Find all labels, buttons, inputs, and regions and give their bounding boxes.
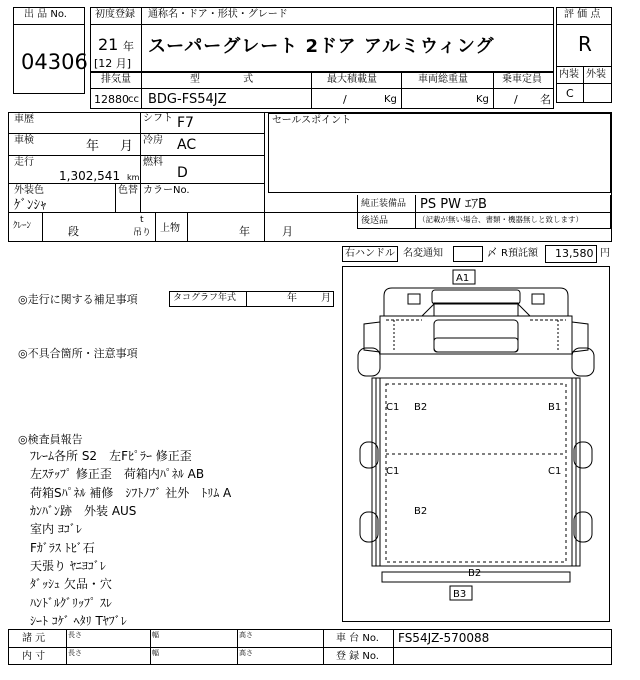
tachograph-month-unit: 月 [321,293,331,304]
interior-width-label: 幅 [152,649,159,657]
diagram-label-c1-left-mid: C1 [386,466,400,477]
model-code: BDG-FS54JZ [148,92,227,107]
report-line: Fｶﾞﾗｽ ﾄﾋﾞ石 [30,541,95,555]
report-line: ﾊﾝﾄﾞﾙｸﾞﾘｯﾌﾟ ｽﾚ [30,596,112,610]
shift-label: シフト [143,113,173,124]
displacement-label: 排気量 [101,74,131,85]
interior-score-label: 内装 [559,69,579,80]
body-label: 上物 [160,223,180,234]
truck-diagram [342,266,610,622]
interior-score: C [566,87,574,100]
interior-dimensions-label: 内 寸 [22,651,46,662]
fuel-value: D [177,165,188,181]
report-line: 室内 ﾖｺﾞﾚ [30,522,82,536]
max-load-slash: / [343,93,347,106]
capacity-label: 乗車定員 [502,74,542,85]
tachograph-year-unit: 年 [287,293,297,304]
grade-label: 通称名・ドア・形状・グレード [148,9,288,20]
dimensions-label: 諸 元 [22,633,46,644]
diagram-label-c1-right-mid: C1 [548,466,562,477]
color-value: ｹﾞﾝｼｬ [14,198,47,213]
lot-number: 04306 [21,50,88,74]
color-label: 外装色 [14,185,44,196]
body-month-unit: 月 [282,225,293,238]
capacity-unit: 名 [540,93,551,106]
registration-month: [12 月] [94,57,132,70]
first-registration-label: 初度登録 [95,9,135,20]
tachograph-label: タコグラフ年式 [173,293,237,303]
report-line: ｼｰﾄ ｺｹﾞ ﾍﾀﾘ Tﾔﾌﾞﾚ [30,614,127,628]
color-code-label: カラーNo. [143,185,190,196]
mileage-label: 走行 [14,157,34,168]
diagram-label-b2-bottom: B2 [468,568,482,579]
capacity-slash: / [514,93,518,106]
interior-length-label: 長さ [68,649,82,657]
mileage-unit: km [127,173,140,182]
report-line: 左ｽﾃｯﾌﾟ 修正歪 荷箱内ﾊﾟﾈﾙ AB [30,467,205,481]
rhd-label: 右ハンドル [345,248,395,259]
score-value: R [578,32,592,56]
r-deposit: 13,580 [555,247,594,260]
score-label: 評 価 点 [564,9,601,20]
aftermarket-label: 後送品 [361,216,389,226]
height-label: 高さ [239,631,253,639]
ac-value: AC [177,137,197,153]
registration-number-label: 登 録 No. [336,651,379,662]
displacement-unit: cc [128,94,139,105]
diagram-label-b3: B3 [453,589,467,600]
ac-label: 冷房 [143,135,163,146]
r-deposit-unit: 円 [600,248,610,259]
exterior-score-label: 外装 [586,69,606,80]
deposit-mark: 〆 [487,248,497,259]
r-deposit-label: R預託額 [501,248,538,259]
defects-heading: ◎不具合箇所・注意事項 [18,347,138,360]
color-change-label: 色替 [118,185,138,196]
inspection-label: 車検 [14,135,34,146]
length-label: 長さ [68,631,82,639]
chassis-number: FS54JZ-570088 [398,631,490,645]
diagram-label-b2-left-low: B2 [414,506,428,517]
travel-notes-heading: ◎走行に関する補足事項 [18,293,138,306]
shift-value: F7 [177,115,194,131]
sales-point-label: セールスポイント [272,115,352,126]
inspection-month-unit: 月 [120,139,134,154]
max-load-unit: Kg [384,94,397,105]
diagram-label-b1-right: B1 [548,402,562,413]
report-line: 天張り ﾔﾆﾖｺﾞﾚ [30,559,106,573]
displacement: 12880 [94,93,129,106]
genuine-equipment: PS PW ｴｱB [420,197,487,212]
inspection-year-unit: 年 [86,139,100,154]
report-line: 荷箱Sﾊﾟﾈﾙ 補修 ｼﾌﾄﾉﾌﾞ 社外 ﾄﾘﾑ A [30,486,232,500]
type-label: 型 式 [190,74,274,85]
model-title: スーパーグレート 2ドア アルミウィング [148,36,495,57]
name-change-box [453,246,483,262]
name-change-label: 名変通知 [403,248,443,259]
crane-label: ｸﾚｰﾝ [13,221,32,231]
max-load-label: 最大積載量 [327,74,377,85]
crane-stage-label: 段 [68,225,79,238]
crane-lift-label: 吊り [133,228,152,238]
mileage-value: 1,302,541 [59,169,121,183]
width-label: 幅 [152,631,159,639]
body-year-unit: 年 [239,225,250,238]
report-line: ﾀﾞｯｼｭ 欠品・穴 [30,577,112,591]
report-line: ﾌﾚｰﾑ各所 S2 左Fﾋﾟﾗｰ 修正歪 [30,449,192,463]
diagram-label-a1: A1 [456,273,470,284]
lot-number-label: 出 品 No. [24,9,67,20]
inspector-report-heading: ◎検査員報告 [18,433,83,446]
genuine-equipment-label: 純正装備品 [361,199,407,209]
gross-weight-unit: Kg [476,94,489,105]
diagram-label-c1-left-top: C1 [386,402,400,413]
aftermarket-note: （記載が無い場合、書類・機器無しと致します） [418,215,583,224]
gross-weight-label: 車両総重量 [418,74,468,85]
history-label: 車歴 [14,114,34,125]
fuel-label: 燃料 [143,157,163,168]
first-registration-year: 21 [98,35,119,54]
report-line: ｶﾝﾊﾞﾝ跡 外装 AUS [30,504,137,518]
year-unit: 年 [123,40,134,53]
interior-height-label: 高さ [239,649,253,657]
crane-lift-t: t [140,215,144,225]
diagram-label-b2-left-top: B2 [414,402,428,413]
chassis-number-label: 車 台 No. [336,633,379,644]
